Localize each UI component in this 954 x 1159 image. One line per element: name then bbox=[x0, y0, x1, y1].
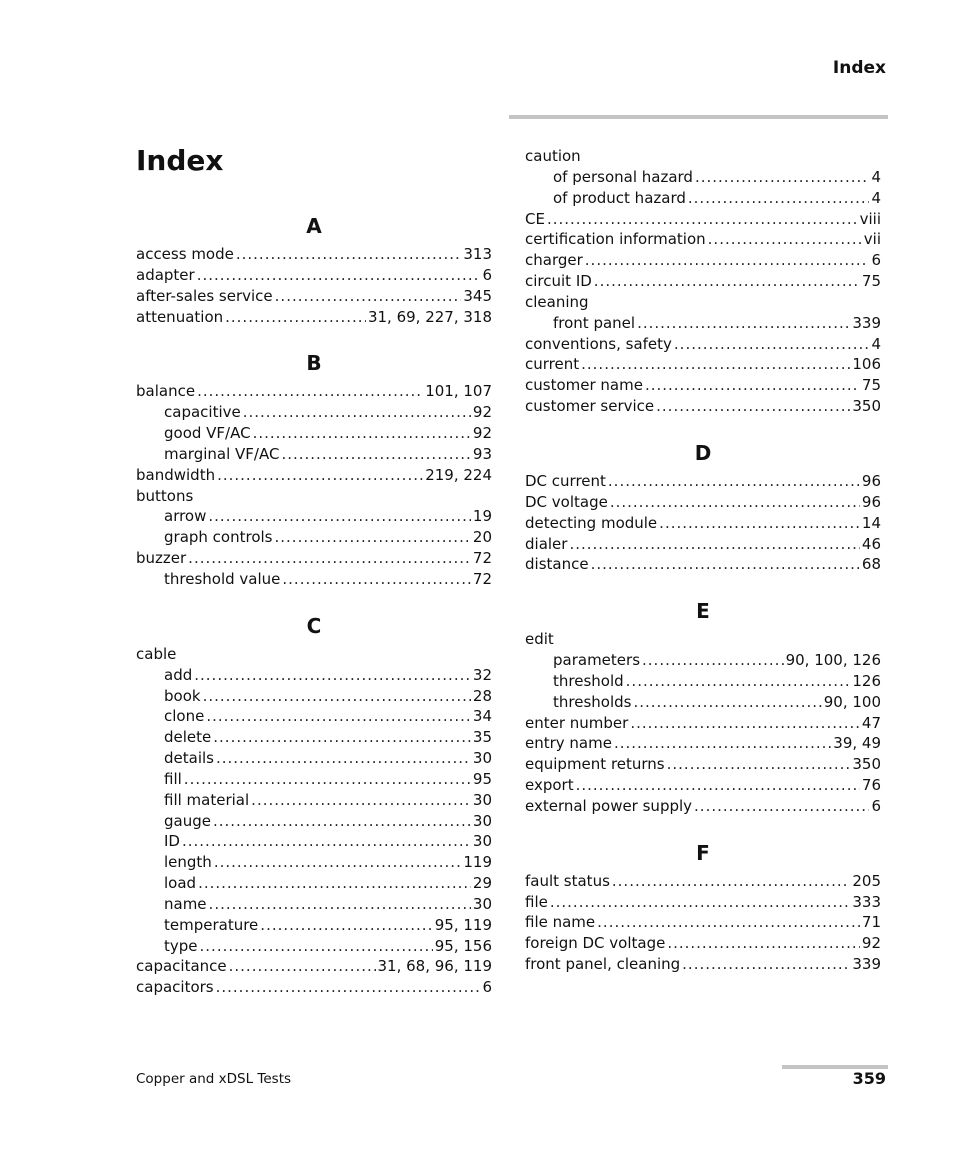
entry-term: bandwidth bbox=[136, 465, 216, 484]
entry-page-numbers: 92 bbox=[472, 403, 492, 422]
entry-term: fill bbox=[164, 769, 182, 788]
dot-leader bbox=[229, 956, 376, 977]
entry-term: circuit ID bbox=[525, 272, 592, 291]
index-entry bbox=[525, 250, 881, 271]
index-subentry bbox=[136, 665, 492, 686]
index-subentry bbox=[136, 444, 492, 465]
entry-term: customer service bbox=[525, 397, 655, 416]
index-subentry bbox=[136, 706, 492, 727]
entry-term: book bbox=[164, 686, 201, 705]
index-entry bbox=[525, 912, 881, 933]
dot-leader bbox=[217, 465, 423, 486]
dot-leader bbox=[608, 471, 860, 492]
index-entry bbox=[525, 775, 881, 796]
entry-page-numbers: 30 bbox=[472, 894, 492, 913]
dot-leader bbox=[682, 954, 850, 975]
index-section bbox=[136, 349, 492, 589]
dot-leader bbox=[610, 492, 860, 513]
entry-term: distance bbox=[525, 555, 589, 574]
index-subentry bbox=[136, 790, 492, 811]
entry-term: marginal VF/AC bbox=[164, 444, 280, 463]
page-title: Index bbox=[136, 144, 224, 177]
entry-page-numbers: 72 bbox=[472, 569, 492, 588]
dot-leader bbox=[614, 733, 831, 754]
index-entry bbox=[136, 644, 492, 665]
index-subentry bbox=[136, 527, 492, 548]
entry-page-numbers: 95 bbox=[472, 769, 492, 788]
index-section bbox=[525, 597, 881, 817]
section-letter: E bbox=[696, 599, 710, 624]
index-subentry bbox=[525, 313, 881, 334]
index-subentry bbox=[136, 894, 492, 915]
dot-leader bbox=[260, 915, 432, 936]
index-entry bbox=[525, 954, 881, 975]
index-entry bbox=[525, 471, 881, 492]
entry-term: balance bbox=[136, 382, 196, 401]
entry-term: of personal hazard bbox=[553, 167, 693, 186]
entry-page-numbers: 126 bbox=[852, 671, 881, 690]
entry-term: fault status bbox=[525, 871, 610, 890]
entry-page-numbers: 95, 156 bbox=[434, 936, 492, 955]
index-entry bbox=[525, 713, 881, 734]
entry-term: current bbox=[525, 355, 580, 374]
index-entry bbox=[525, 513, 881, 534]
entry-page-numbers: 6 bbox=[871, 251, 881, 270]
entry-term: capacitive bbox=[164, 403, 241, 422]
entry-page-numbers: 14 bbox=[861, 513, 881, 532]
index-subentry bbox=[136, 686, 492, 707]
index-entry bbox=[525, 209, 881, 230]
dot-leader bbox=[667, 754, 851, 775]
entry-term: file name bbox=[525, 913, 596, 932]
index-column-right bbox=[525, 146, 881, 997]
entry-page-numbers: 345 bbox=[463, 286, 492, 305]
index-entry bbox=[136, 465, 492, 486]
index-subentry bbox=[525, 188, 881, 209]
entry-term: entry name bbox=[525, 734, 612, 753]
dot-leader bbox=[547, 209, 858, 230]
entry-page-numbers: 350 bbox=[852, 755, 881, 774]
entry-term: threshold bbox=[553, 671, 624, 690]
dot-leader bbox=[585, 250, 870, 271]
dot-leader bbox=[281, 444, 470, 465]
dot-leader bbox=[208, 506, 471, 527]
section-letter: A bbox=[306, 214, 322, 238]
index-subentry bbox=[136, 402, 492, 423]
entry-term: file bbox=[525, 892, 548, 911]
dot-leader bbox=[581, 354, 850, 375]
entry-term: details bbox=[164, 749, 214, 768]
entry-term: delete bbox=[164, 728, 212, 747]
entry-term: good VF/AC bbox=[164, 424, 251, 443]
header-rule bbox=[509, 115, 888, 119]
dot-leader bbox=[626, 671, 851, 692]
index-entry bbox=[525, 146, 881, 167]
entry-term: foreign DC voltage bbox=[525, 934, 666, 953]
index-entry bbox=[525, 271, 881, 292]
entry-term: adapter bbox=[136, 265, 195, 284]
entry-term: capacitors bbox=[136, 978, 214, 997]
dot-leader bbox=[194, 665, 471, 686]
entry-page-numbers: 350 bbox=[852, 397, 881, 416]
dot-leader bbox=[198, 873, 471, 894]
entry-page-numbers: 95, 119 bbox=[434, 915, 492, 934]
dot-leader bbox=[569, 534, 859, 555]
entry-page-numbers: 4 bbox=[871, 334, 881, 353]
entry-page-numbers: 90, 100, 126 bbox=[785, 651, 881, 670]
dot-leader bbox=[197, 265, 481, 286]
dot-leader bbox=[275, 527, 471, 548]
entry-term: certification information bbox=[525, 230, 706, 249]
entry-term: cable bbox=[136, 644, 177, 663]
entry-page-numbers: 72 bbox=[472, 549, 492, 568]
entry-page-numbers: 32 bbox=[472, 665, 492, 684]
entry-term: arrow bbox=[164, 507, 207, 526]
index-subentry bbox=[136, 769, 492, 790]
entry-page-numbers: 28 bbox=[472, 686, 492, 705]
dot-leader bbox=[688, 188, 870, 209]
entry-page-numbers: 20 bbox=[472, 528, 492, 547]
index-entry bbox=[525, 492, 881, 513]
entry-page-numbers: 339 bbox=[852, 955, 881, 974]
dot-leader bbox=[282, 569, 471, 590]
dot-leader bbox=[213, 811, 471, 832]
entry-term: name bbox=[164, 894, 207, 913]
entry-term: type bbox=[164, 936, 198, 955]
dot-leader bbox=[659, 513, 860, 534]
entry-page-numbers: 205 bbox=[852, 871, 881, 890]
index-subentry bbox=[136, 852, 492, 873]
dot-leader bbox=[182, 831, 471, 852]
entry-term: export bbox=[525, 776, 574, 795]
index-subentry bbox=[525, 671, 881, 692]
dot-leader bbox=[591, 554, 860, 575]
entry-term: dialer bbox=[525, 534, 568, 553]
entry-term: threshold value bbox=[164, 569, 281, 588]
index-section bbox=[525, 839, 881, 975]
dot-leader bbox=[200, 936, 433, 957]
entry-term: add bbox=[164, 665, 193, 684]
entry-term: thresholds bbox=[553, 692, 632, 711]
index-entry bbox=[136, 548, 492, 569]
index-entry bbox=[525, 229, 881, 250]
dot-leader bbox=[197, 381, 423, 402]
index-subentry bbox=[136, 727, 492, 748]
entry-term: caution bbox=[525, 147, 581, 165]
entry-term: equipment returns bbox=[525, 755, 665, 774]
entry-term: external power supply bbox=[525, 796, 693, 815]
entry-page-numbers: 75 bbox=[861, 376, 881, 395]
dot-leader bbox=[674, 334, 870, 355]
entry-page-numbers: 219, 224 bbox=[425, 465, 492, 484]
entry-term: buzzer bbox=[136, 549, 187, 568]
section-letter: C bbox=[306, 613, 322, 638]
index-entry bbox=[525, 933, 881, 954]
dot-leader bbox=[597, 912, 860, 933]
entry-page-numbers: 31, 68, 96, 119 bbox=[377, 957, 492, 976]
index-entry bbox=[136, 286, 492, 307]
index-subentry bbox=[136, 423, 492, 444]
dot-leader bbox=[225, 307, 366, 328]
entry-page-numbers: 119 bbox=[463, 853, 492, 872]
entry-term: fill material bbox=[164, 790, 250, 809]
dot-leader bbox=[214, 852, 462, 873]
dot-leader bbox=[184, 769, 471, 790]
entry-page-numbers: 30 bbox=[472, 811, 492, 830]
entry-page-numbers: 339 bbox=[852, 313, 881, 332]
index-section bbox=[136, 212, 492, 327]
dot-leader bbox=[656, 396, 850, 417]
entry-page-numbers: 6 bbox=[871, 796, 881, 815]
index-entry bbox=[525, 892, 881, 913]
entry-term: of product hazard bbox=[553, 188, 686, 207]
entry-term: customer name bbox=[525, 376, 643, 395]
entry-term: access mode bbox=[136, 245, 234, 263]
dot-leader bbox=[667, 933, 860, 954]
dot-leader bbox=[637, 313, 850, 334]
entry-term: front panel, cleaning bbox=[525, 955, 681, 974]
index-subentry bbox=[136, 506, 492, 527]
entry-page-numbers: 4 bbox=[871, 167, 881, 186]
index-column-left bbox=[136, 212, 492, 1020]
index-subentry bbox=[525, 167, 881, 188]
dot-leader bbox=[188, 548, 471, 569]
entry-term: DC current bbox=[525, 471, 606, 490]
index-section bbox=[525, 146, 881, 417]
entry-page-numbers: 30 bbox=[472, 790, 492, 809]
entry-term: length bbox=[164, 853, 212, 872]
footer-document-title: Copper and xDSL Tests bbox=[136, 1071, 292, 1087]
entry-page-numbers: 71 bbox=[861, 913, 881, 932]
index-section bbox=[136, 612, 492, 998]
entry-term: gauge bbox=[164, 811, 211, 830]
entry-page-numbers: 4 bbox=[871, 188, 881, 207]
entry-page-numbers: vii bbox=[863, 230, 881, 249]
index-subentry bbox=[136, 811, 492, 832]
index-entry bbox=[525, 796, 881, 817]
section-letter: D bbox=[694, 440, 712, 465]
entry-page-numbers: viii bbox=[859, 209, 881, 228]
entry-page-numbers: 29 bbox=[472, 874, 492, 893]
entry-page-numbers: 46 bbox=[861, 534, 881, 553]
dot-leader bbox=[708, 229, 862, 250]
entry-page-numbers: 96 bbox=[861, 471, 881, 490]
dot-leader bbox=[206, 706, 471, 727]
entry-page-numbers: 76 bbox=[861, 776, 881, 795]
index-entry bbox=[525, 292, 881, 313]
index-entry bbox=[525, 354, 881, 375]
dot-leader bbox=[576, 775, 860, 796]
dot-leader bbox=[645, 375, 860, 396]
index-entry bbox=[136, 486, 492, 507]
entry-term: detecting module bbox=[525, 513, 658, 532]
section-letter: F bbox=[696, 840, 710, 865]
entry-term: after-sales service bbox=[136, 286, 273, 305]
index-entry bbox=[136, 381, 492, 402]
entry-page-numbers: 30 bbox=[472, 749, 492, 768]
entry-term: CE bbox=[525, 209, 545, 228]
entry-page-numbers: 30 bbox=[472, 832, 492, 851]
entry-page-numbers: 35 bbox=[472, 728, 492, 747]
entry-term: temperature bbox=[164, 915, 259, 934]
dot-leader bbox=[216, 748, 471, 769]
entry-page-numbers: 101, 107 bbox=[425, 382, 492, 401]
dot-leader bbox=[236, 244, 462, 265]
entry-page-numbers: 34 bbox=[472, 707, 492, 726]
entry-term: edit bbox=[525, 630, 554, 649]
dot-leader bbox=[213, 727, 471, 748]
index-entry bbox=[136, 244, 492, 265]
index-entry bbox=[136, 265, 492, 286]
entry-term: DC voltage bbox=[525, 492, 608, 511]
index-entry bbox=[525, 629, 881, 650]
entry-page-numbers: 6 bbox=[482, 265, 492, 284]
entry-page-numbers: 47 bbox=[861, 713, 881, 732]
entry-term: parameters bbox=[553, 651, 641, 670]
dot-leader bbox=[694, 796, 869, 817]
index-subentry bbox=[136, 748, 492, 769]
dot-leader bbox=[695, 167, 869, 188]
index-entry bbox=[525, 375, 881, 396]
entry-page-numbers: 31, 69, 227, 318 bbox=[367, 307, 492, 326]
entry-term: attenuation bbox=[136, 307, 224, 326]
index-subentry bbox=[136, 936, 492, 957]
running-header-title: Index bbox=[832, 58, 886, 78]
dot-leader bbox=[243, 402, 471, 423]
entry-term: charger bbox=[525, 251, 583, 270]
dot-leader bbox=[216, 977, 481, 998]
dot-leader bbox=[209, 894, 471, 915]
index-entry bbox=[525, 334, 881, 355]
entry-term: enter number bbox=[525, 713, 629, 732]
page-number: 359 bbox=[852, 1069, 886, 1088]
entry-term: front panel bbox=[553, 313, 636, 332]
dot-leader bbox=[203, 686, 471, 707]
entry-term: load bbox=[164, 874, 197, 893]
index-subentry bbox=[525, 692, 881, 713]
entry-page-numbers: 68 bbox=[861, 555, 881, 574]
index-subentry bbox=[136, 569, 492, 590]
entry-page-numbers: 313 bbox=[463, 245, 492, 263]
index-entry bbox=[525, 754, 881, 775]
index-entry bbox=[525, 554, 881, 575]
dot-leader bbox=[630, 713, 860, 734]
dot-leader bbox=[642, 650, 784, 671]
entry-page-numbers: 92 bbox=[861, 934, 881, 953]
entry-page-numbers: 333 bbox=[852, 892, 881, 911]
dot-leader bbox=[612, 871, 850, 892]
index-entry bbox=[525, 396, 881, 417]
entry-term: ID bbox=[164, 832, 180, 851]
dot-leader bbox=[253, 423, 471, 444]
index-subentry bbox=[136, 873, 492, 894]
entry-page-numbers: 19 bbox=[472, 507, 492, 526]
entry-page-numbers: 6 bbox=[482, 978, 492, 997]
index-entry bbox=[136, 977, 492, 998]
entry-page-numbers: 39, 49 bbox=[833, 734, 881, 753]
entry-page-numbers: 96 bbox=[861, 492, 881, 511]
entry-term: buttons bbox=[136, 486, 194, 505]
index-entry bbox=[136, 307, 492, 328]
entry-term: graph controls bbox=[164, 528, 273, 547]
entry-term: conventions, safety bbox=[525, 334, 672, 353]
entry-term: clone bbox=[164, 707, 205, 726]
index-subentry bbox=[525, 650, 881, 671]
index-subentry bbox=[136, 915, 492, 936]
section-letter: B bbox=[306, 351, 322, 376]
dot-leader bbox=[275, 286, 462, 307]
index-entry bbox=[525, 733, 881, 754]
dot-leader bbox=[251, 790, 471, 811]
entry-page-numbers: 106 bbox=[852, 355, 881, 374]
dot-leader bbox=[594, 271, 860, 292]
entry-page-numbers: 90, 100 bbox=[823, 692, 881, 711]
dot-leader bbox=[633, 692, 821, 713]
index-entry bbox=[525, 534, 881, 555]
entry-page-numbers: 93 bbox=[472, 444, 492, 463]
entry-term: cleaning bbox=[525, 292, 589, 311]
entry-term: capacitance bbox=[136, 957, 227, 976]
index-subentry bbox=[136, 831, 492, 852]
entry-page-numbers: 75 bbox=[861, 272, 881, 291]
index-entry bbox=[525, 871, 881, 892]
index-section bbox=[525, 439, 881, 575]
entry-page-numbers: 92 bbox=[472, 424, 492, 443]
dot-leader bbox=[550, 892, 851, 913]
index-entry bbox=[136, 956, 492, 977]
